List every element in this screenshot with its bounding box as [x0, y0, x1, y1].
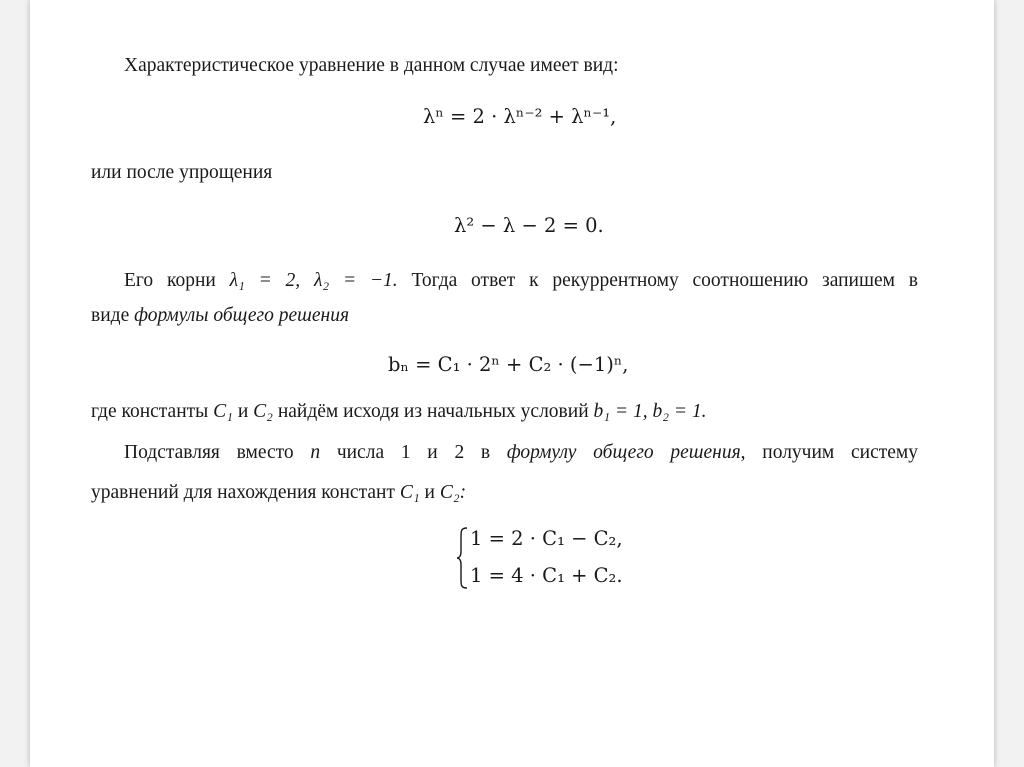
paragraph-system-intro: [91, 483, 927, 503]
paragraph-characteristic-intro: [124, 56, 960, 76]
text-general-lead: виде: [91, 305, 135, 326]
math-c1: C₁: [213, 401, 233, 422]
system-equation-1: 1 = 2 · C₁ − C₂,: [470, 527, 623, 550]
math-initial-conditions: b₁ = 1, b₂ = 1.: [593, 401, 707, 422]
system-brace-icon: [456, 527, 468, 589]
text-and-system: и: [419, 482, 440, 503]
paragraph-simplification: [91, 163, 927, 183]
math-roots: λ₁ = 2, λ₂ = −1.: [229, 270, 398, 291]
math-n: n: [310, 442, 321, 463]
text-system-lead: уравнений для нахождения констант: [91, 482, 400, 503]
text-general-solution-emphasis: формулы общего решения: [134, 305, 350, 326]
math-c1-system: C₁: [399, 482, 420, 503]
paragraph-general-solution: [91, 306, 927, 326]
text-and: и: [232, 401, 254, 422]
document-page: [30, 0, 994, 767]
text-constants-lead: где константы: [91, 401, 214, 422]
text-substitution-lead: Подставляя вместо: [124, 442, 311, 463]
equation-general-solution: bₙ = C₁ · 2ⁿ + C₂ · (−1)ⁿ,: [388, 353, 629, 376]
equation-characteristic: λⁿ = 2 · λⁿ⁻² + λⁿ⁻¹,: [423, 105, 617, 128]
text-substitution-emphasis: формулу общего решения: [506, 442, 741, 463]
paragraph-substitution: [124, 443, 918, 463]
system-equation-2: 1 = 4 · C₁ + C₂.: [470, 564, 623, 587]
text-roots-tail: Тогда ответ к рекуррентному соотношению запишем в: [397, 270, 918, 291]
text-roots-lead: Его корни: [124, 270, 230, 291]
text-simplification: или после упрощения: [91, 162, 273, 183]
text-characteristic-intro: Характеристическое уравнение в данном случае имеет вид:: [124, 55, 619, 76]
text-substitution-tail: , получим систему: [740, 442, 918, 463]
paragraph-constants: [91, 402, 927, 422]
text-initial-conditions: найдём исходя из начальных условий: [272, 401, 594, 422]
math-c2-system: C₂:: [439, 482, 467, 503]
text-substitution-mid: числа 1 и 2 в: [320, 442, 507, 463]
paragraph-roots: [124, 271, 918, 291]
equation-simplified: λ² − λ − 2 = 0.: [454, 214, 604, 237]
math-c2: C₂: [253, 401, 273, 422]
